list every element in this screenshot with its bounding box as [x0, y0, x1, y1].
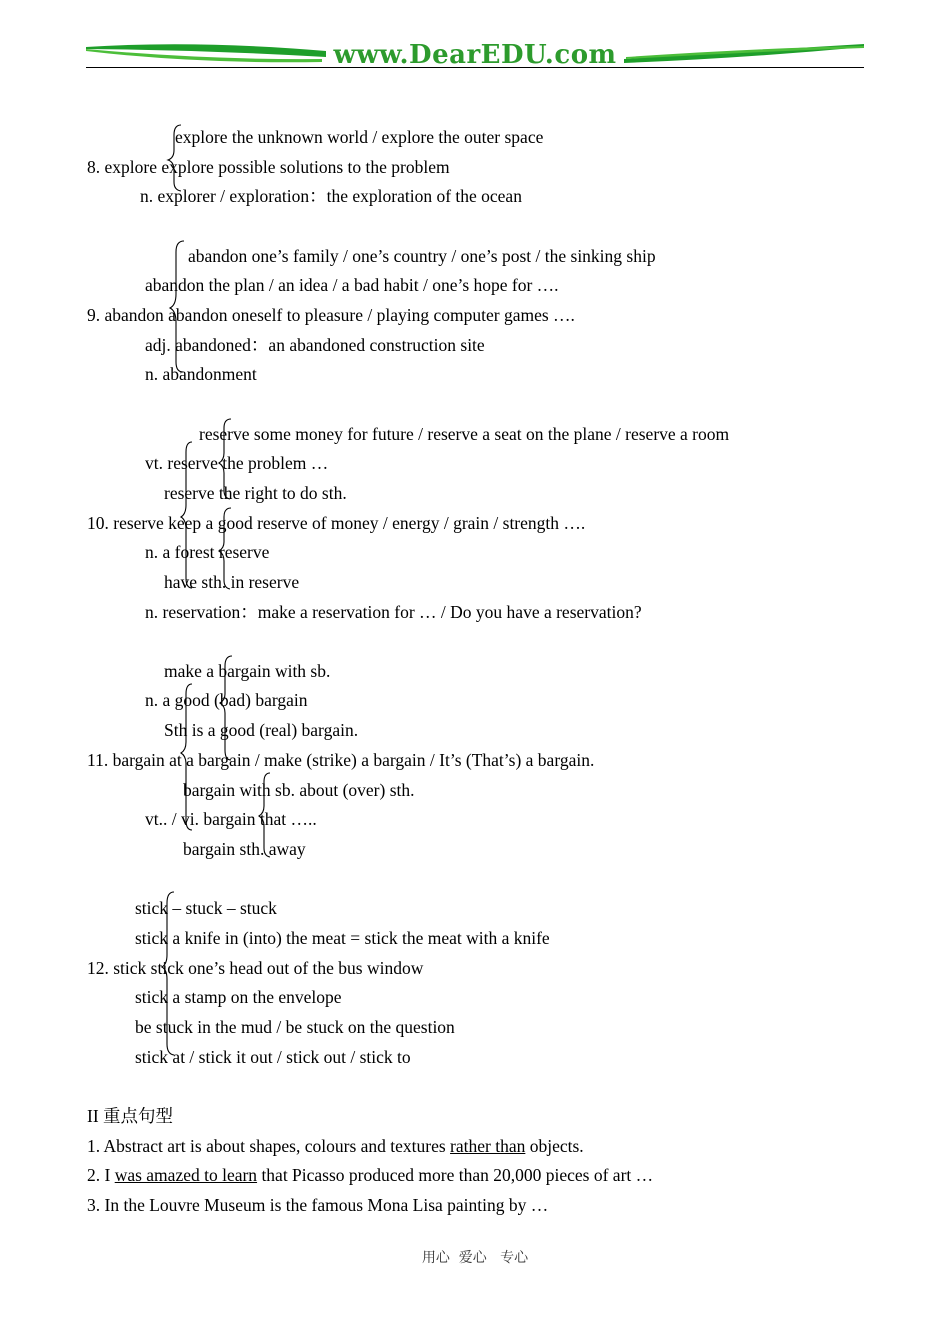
text-line: 12. stick stick one’s head out of the bus window — [87, 958, 424, 978]
brace-reserve-n — [219, 508, 231, 589]
brace-explore — [168, 125, 181, 191]
underlined-phrase: rather than — [450, 1136, 526, 1156]
text-line: n. a good (bad) bargain — [145, 690, 308, 710]
text-line: n. explorer / exploration：the exploration of the ocean — [140, 186, 522, 206]
page-footer: 用心 爱心 专心 — [421, 1250, 529, 1266]
text-line: II 重点句型 — [87, 1106, 174, 1126]
brace-reserve-vt — [219, 419, 231, 499]
text-line: adj. abandoned：an abandoned construction site — [145, 335, 485, 355]
text-line: abandon the plan / an idea / a bad habit / one’s hope for …. — [145, 275, 559, 295]
text-line: abandon one’s family / one’s country / one’s post / the sinking ship — [188, 246, 656, 266]
brace-bargain — [181, 684, 192, 830]
text-line: stick at / stick it out / stick out / stick to — [135, 1047, 411, 1067]
sentence-text: 3. In the Louvre Museum is the famous Mona Lisa painting by … — [87, 1195, 549, 1215]
text-line: 10. reserve keep a good reserve of money / energy / grain / strength …. — [87, 513, 586, 533]
text-line: have sth. in reserve — [164, 572, 300, 592]
text-line: n. reservation：make a reservation for … / Do you have a reservation? — [145, 602, 642, 622]
brace-stick — [162, 892, 174, 1055]
sentence-text: 1. Abstract art is about shapes, colours and textures — [87, 1136, 451, 1156]
text-line: reserve some money for future / reserve a seat on the plane / reserve a room — [199, 424, 730, 444]
text-line: stick a stamp on the envelope — [135, 987, 342, 1007]
text-line: n. a forest reserve — [145, 542, 270, 562]
text-line: n. abandonment — [145, 364, 257, 384]
text-line: make a bargain with sb. — [164, 661, 331, 681]
brace-abandon — [170, 241, 184, 372]
text-line: bargain with sb. about (over) sth. — [183, 780, 415, 800]
site-name-logo[interactable]: www.DearEDU.com — [333, 40, 617, 70]
text-line: 9. abandon abandon oneself to pleasure / playing computer games …. — [87, 305, 575, 325]
text-line: stick a knife in (into) the meat = stick the meat with a knife — [135, 928, 550, 948]
underlined-phrase: was amazed to learn — [114, 1165, 258, 1185]
sentence-text: that Picasso produced more than 20,000 pieces of art … — [257, 1165, 654, 1185]
text-line: Sth is a good (real) bargain. — [164, 720, 359, 740]
sentence-text: objects. — [525, 1136, 584, 1156]
text-line: stick – stuck – stuck — [135, 898, 277, 918]
brace-reserve — [181, 442, 192, 588]
text-line: 11. bargain at a bargain / make (strike) a bargain / It’s (That’s) a bargain. — [87, 750, 595, 770]
text-line: bargain sth. away — [183, 839, 306, 859]
text-line: vt. reserve the problem … — [145, 453, 329, 473]
brace-bargain-n — [220, 656, 232, 760]
text-line: 8. explore explore possible solutions to the problem — [87, 157, 450, 177]
sentence-text: 2. I — [87, 1165, 115, 1185]
text-line: vt.. / vi. bargain that ….. — [145, 809, 317, 829]
text-line: reserve the right to do sth. — [164, 483, 347, 503]
text-line: explore the unknown world / explore the outer space — [175, 127, 544, 147]
brace-bargain-vt — [259, 773, 270, 857]
text-line: be stuck in the mud / be stuck on the question — [135, 1017, 455, 1037]
